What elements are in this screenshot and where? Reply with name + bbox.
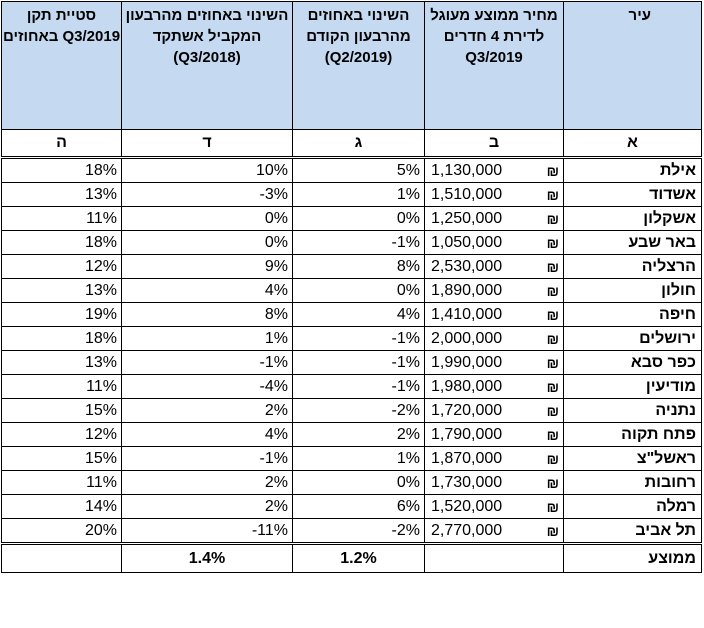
- price-value: 1,870,000: [431, 449, 503, 467]
- avg-year-change: 1.4%: [122, 544, 293, 573]
- std-dev-cell: 11%: [2, 375, 122, 399]
- price-value: 1,730,000: [431, 473, 503, 491]
- year-change-cell: 9%: [122, 255, 293, 279]
- city-cell: אשקלון: [564, 207, 702, 231]
- quarter-change-cell: -1%: [293, 327, 425, 351]
- letter-a: א: [564, 130, 702, 158]
- shekel-icon: ₪: [546, 522, 559, 539]
- shekel-icon: ₪: [546, 210, 559, 227]
- quarter-change-cell: -1%: [293, 231, 425, 255]
- price-value: 1,130,000: [431, 161, 503, 179]
- std-dev-cell: 20%: [2, 519, 122, 544]
- city-cell: הרצליה: [564, 255, 702, 279]
- std-dev-cell: 12%: [2, 255, 122, 279]
- price-cell: [425, 158, 564, 183]
- price-cell: [425, 447, 564, 471]
- table-row: [2, 255, 702, 279]
- price-value: 1,410,000: [431, 305, 503, 323]
- shekel-icon: ₪: [546, 162, 559, 179]
- year-change-cell: 0%: [122, 207, 293, 231]
- city-cell: באר שבע: [564, 231, 702, 255]
- std-dev-cell: 14%: [2, 495, 122, 519]
- quarter-change-cell: 2%: [293, 423, 425, 447]
- city-cell: כפר סבא: [564, 351, 702, 375]
- header-row: [2, 2, 702, 130]
- shekel-icon: ₪: [546, 354, 559, 371]
- quarter-change-cell: 0%: [293, 471, 425, 495]
- price-value: 1,520,000: [431, 497, 503, 515]
- header-std-dev: סטיית תקן באחוזים Q3/2019: [2, 2, 122, 130]
- city-cell: רמלה: [564, 495, 702, 519]
- table-row: [2, 471, 702, 495]
- letter-d: ד: [122, 130, 293, 158]
- shekel-icon: ₪: [546, 474, 559, 491]
- header-quarter-change: השינוי באחוזים מהרבעון הקודם (Q2/2019): [293, 2, 425, 130]
- price-cell: [425, 327, 564, 351]
- quarter-change-cell: -1%: [293, 351, 425, 375]
- column-letters-row: [2, 130, 702, 158]
- year-change-cell: 10%: [122, 158, 293, 183]
- year-change-cell: -11%: [122, 519, 293, 544]
- avg-label: ממוצע: [564, 544, 702, 573]
- quarter-change-cell: -2%: [293, 519, 425, 544]
- price-cell: [425, 231, 564, 255]
- table-row: [2, 519, 702, 544]
- table-row: [2, 183, 702, 207]
- year-change-cell: 2%: [122, 471, 293, 495]
- shekel-icon: ₪: [546, 450, 559, 467]
- shekel-icon: ₪: [546, 234, 559, 251]
- std-dev-cell: 12%: [2, 423, 122, 447]
- price-value: 1,790,000: [431, 425, 503, 443]
- quarter-change-cell: -2%: [293, 399, 425, 423]
- price-cell: [425, 495, 564, 519]
- price-cell: [425, 351, 564, 375]
- letter-e: ה: [2, 130, 122, 158]
- std-dev-cell: 13%: [2, 183, 122, 207]
- table-row: [2, 375, 702, 399]
- price-value: 2,000,000: [431, 329, 503, 347]
- header-avg-price: מחיר ממוצע מעוגל לדירת 4 חדרים Q3/2019: [425, 2, 564, 130]
- shekel-icon: ₪: [546, 330, 559, 347]
- city-cell: חולון: [564, 279, 702, 303]
- year-change-cell: 4%: [122, 423, 293, 447]
- price-cell: [425, 423, 564, 447]
- table-row: [2, 399, 702, 423]
- city-cell: רחובות: [564, 471, 702, 495]
- price-cell: [425, 183, 564, 207]
- quarter-change-cell: 6%: [293, 495, 425, 519]
- year-change-cell: -4%: [122, 375, 293, 399]
- price-value: 2,530,000: [431, 257, 503, 275]
- letter-b: ב: [425, 130, 564, 158]
- price-value: 2,770,000: [431, 521, 503, 539]
- shekel-icon: ₪: [546, 402, 559, 419]
- price-cell: [425, 207, 564, 231]
- std-dev-cell: 13%: [2, 351, 122, 375]
- table-row: [2, 303, 702, 327]
- city-cell: נתניה: [564, 399, 702, 423]
- std-dev-cell: 11%: [2, 207, 122, 231]
- avg-std-dev-cell: [2, 544, 122, 573]
- year-change-cell: 4%: [122, 279, 293, 303]
- city-cell: ירושלים: [564, 327, 702, 351]
- year-change-cell: -1%: [122, 351, 293, 375]
- city-cell: אשדוד: [564, 183, 702, 207]
- city-cell: אילת: [564, 158, 702, 183]
- price-cell: [425, 471, 564, 495]
- price-cell: [425, 279, 564, 303]
- price-cell: [425, 519, 564, 544]
- city-price-table: [1, 1, 702, 573]
- table-row: [2, 495, 702, 519]
- price-value: 1,250,000: [431, 209, 503, 227]
- year-change-cell: 2%: [122, 495, 293, 519]
- std-dev-cell: 18%: [2, 158, 122, 183]
- year-change-cell: -1%: [122, 447, 293, 471]
- price-cell: [425, 303, 564, 327]
- std-dev-cell: 15%: [2, 447, 122, 471]
- year-change-cell: -3%: [122, 183, 293, 207]
- std-dev-cell: 18%: [2, 231, 122, 255]
- std-dev-cell: 18%: [2, 327, 122, 351]
- city-cell: פתח תקוה: [564, 423, 702, 447]
- quarter-change-cell: 5%: [293, 158, 425, 183]
- table-row: [2, 207, 702, 231]
- shekel-icon: ₪: [546, 282, 559, 299]
- city-cell: מודיעין: [564, 375, 702, 399]
- table-row: [2, 351, 702, 375]
- quarter-change-cell: 4%: [293, 303, 425, 327]
- table-row: [2, 231, 702, 255]
- std-dev-cell: 13%: [2, 279, 122, 303]
- std-dev-cell: 19%: [2, 303, 122, 327]
- price-value: 1,990,000: [431, 353, 503, 371]
- shekel-icon: ₪: [546, 306, 559, 323]
- shekel-icon: ₪: [546, 186, 559, 203]
- table-row: [2, 279, 702, 303]
- quarter-change-cell: -1%: [293, 375, 425, 399]
- header-year-change: השינוי באחוזים מהרבעון המקביל אשתקד (Q3/2018): [122, 2, 293, 130]
- table-row: [2, 158, 702, 183]
- shekel-icon: ₪: [546, 426, 559, 443]
- letter-g: ג: [293, 130, 425, 158]
- quarter-change-cell: 1%: [293, 447, 425, 471]
- average-row: [2, 544, 702, 573]
- year-change-cell: 0%: [122, 231, 293, 255]
- table-row: [2, 447, 702, 471]
- table-row: [2, 423, 702, 447]
- price-value: 1,980,000: [431, 377, 503, 395]
- price-value: 1,510,000: [431, 185, 503, 203]
- city-cell: תל אביב: [564, 519, 702, 544]
- year-change-cell: 1%: [122, 327, 293, 351]
- shekel-icon: ₪: [546, 498, 559, 515]
- price-value: 1,050,000: [431, 233, 503, 251]
- quarter-change-cell: 0%: [293, 207, 425, 231]
- price-cell: [425, 375, 564, 399]
- city-cell: חיפה: [564, 303, 702, 327]
- shekel-icon: ₪: [546, 258, 559, 275]
- year-change-cell: 2%: [122, 399, 293, 423]
- header-city: עיר: [564, 2, 702, 130]
- avg-quarter-change: 1.2%: [293, 544, 425, 573]
- std-dev-cell: 15%: [2, 399, 122, 423]
- quarter-change-cell: 8%: [293, 255, 425, 279]
- price-cell: [425, 399, 564, 423]
- year-change-cell: 8%: [122, 303, 293, 327]
- shekel-icon: ₪: [546, 378, 559, 395]
- quarter-change-cell: 0%: [293, 279, 425, 303]
- quarter-change-cell: 1%: [293, 183, 425, 207]
- price-cell: [425, 255, 564, 279]
- std-dev-cell: 11%: [2, 471, 122, 495]
- price-value: 1,720,000: [431, 401, 503, 419]
- table-row: [2, 327, 702, 351]
- city-cell: ראשל"צ: [564, 447, 702, 471]
- price-value: 1,890,000: [431, 281, 503, 299]
- avg-price-cell: [425, 544, 564, 573]
